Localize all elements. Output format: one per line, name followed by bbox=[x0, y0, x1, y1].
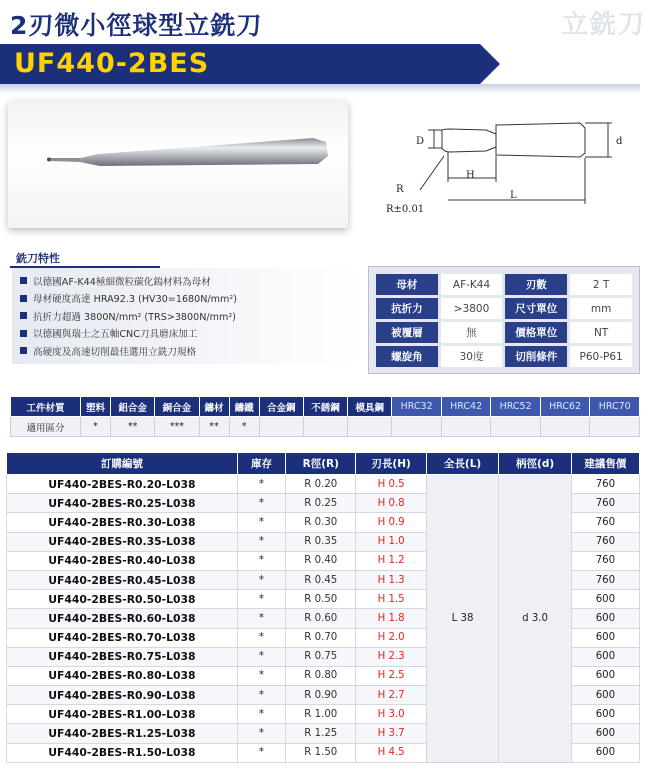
spec-value: P60-P61 bbox=[570, 346, 632, 367]
material-rating bbox=[259, 417, 303, 437]
spec-key: 螺旋角 bbox=[376, 346, 438, 367]
flute-length: H 3.0 bbox=[356, 705, 426, 724]
feature-text: 以德國AF-K44極細微粒碳化鎢材料為母材 bbox=[33, 276, 211, 288]
order-table bbox=[6, 452, 640, 763]
material-rating: *** bbox=[155, 417, 199, 437]
background-watermark-text: 立銑刀 bbox=[561, 10, 646, 40]
suggested-price: 600 bbox=[571, 666, 639, 685]
dimension-drawing bbox=[380, 100, 642, 230]
feature-text: 以德國與瑞士之五軸CNC刀具磨床加工 bbox=[33, 329, 198, 341]
suggested-price: 600 bbox=[571, 686, 639, 705]
order-code: UF440-2BES-R0.70-L038 bbox=[7, 628, 238, 647]
spec-key: 尺寸單位 bbox=[505, 298, 567, 319]
material-rating bbox=[348, 417, 392, 437]
feature-text: 抗折力超過 3800N/mm² (TRS>3800N/mm²) bbox=[33, 311, 236, 323]
stock-mark: * bbox=[237, 666, 285, 685]
material-rating: ** bbox=[111, 417, 155, 437]
banner-shadow bbox=[0, 84, 640, 94]
material-column-header: HRC42 bbox=[441, 397, 491, 417]
bullet-square-icon bbox=[20, 312, 27, 319]
feature-item bbox=[20, 342, 354, 360]
dim-label-H: H bbox=[466, 170, 475, 181]
order-code: UF440-2BES-R0.35-L038 bbox=[7, 532, 238, 551]
ball-radius: R 0.60 bbox=[286, 609, 356, 628]
spec-value: mm bbox=[570, 298, 632, 319]
spec-value: >3800 bbox=[441, 298, 503, 319]
material-column-header: 塑料 bbox=[81, 397, 111, 417]
spec-value: 2 T bbox=[570, 274, 632, 295]
spec-value: NT bbox=[570, 322, 632, 343]
order-code: UF440-2BES-R0.40-L038 bbox=[7, 551, 238, 570]
feature-item bbox=[20, 325, 354, 343]
order-column-header: 庫存 bbox=[237, 453, 285, 475]
ball-radius: R 0.45 bbox=[286, 570, 356, 589]
order-code: UF440-2BES-R0.80-L038 bbox=[7, 666, 238, 685]
feature-item bbox=[20, 290, 354, 308]
radius-tolerance: R±0.01 bbox=[386, 204, 425, 215]
material-header-label: 工件材質 bbox=[11, 397, 81, 417]
spec-panel bbox=[368, 266, 640, 374]
order-code: UF440-2BES-R0.75-L038 bbox=[7, 647, 238, 666]
material-column-header: 鑄材 bbox=[199, 397, 229, 417]
order-code: UF440-2BES-R0.25-L038 bbox=[7, 494, 238, 513]
order-code: UF440-2BES-R0.20-L038 bbox=[7, 475, 238, 494]
stock-mark: * bbox=[237, 475, 285, 494]
spec-key: 價格單位 bbox=[505, 322, 567, 343]
bullet-square-icon bbox=[20, 347, 27, 354]
ball-radius: R 1.25 bbox=[286, 724, 356, 743]
suggested-price: 760 bbox=[571, 570, 639, 589]
material-rating bbox=[491, 417, 541, 437]
order-code: UF440-2BES-R1.25-L038 bbox=[7, 724, 238, 743]
material-column-header: 不銹鋼 bbox=[303, 397, 347, 417]
spec-value: 30度 bbox=[441, 346, 503, 367]
feature-text: 高硬度及高速切削最佳選用立銑刀規格 bbox=[33, 346, 197, 358]
ball-radius: R 1.00 bbox=[286, 705, 356, 724]
bullet-square-icon bbox=[20, 277, 27, 284]
ball-radius: R 0.70 bbox=[286, 628, 356, 647]
flute-length: H 1.0 bbox=[356, 532, 426, 551]
flute-length: H 2.0 bbox=[356, 628, 426, 647]
material-column-header: HRC70 bbox=[590, 397, 640, 417]
spec-key: 被覆層 bbox=[376, 322, 438, 343]
ball-radius: R 0.40 bbox=[286, 551, 356, 570]
features-heading: 銑刀特性 bbox=[10, 250, 160, 268]
material-column-header: HRC32 bbox=[392, 397, 442, 417]
stock-mark: * bbox=[237, 570, 285, 589]
flute-length: H 0.8 bbox=[356, 494, 426, 513]
end-mill-image bbox=[8, 100, 348, 228]
spec-key: 切削條件 bbox=[505, 346, 567, 367]
suggested-price: 600 bbox=[571, 705, 639, 724]
suggested-price: 600 bbox=[571, 590, 639, 609]
order-code: UF440-2BES-R0.50-L038 bbox=[7, 590, 238, 609]
order-code: UF440-2BES-R1.00-L038 bbox=[7, 705, 238, 724]
ball-radius: R 0.90 bbox=[286, 686, 356, 705]
feature-text: 母材硬度高達 HRA92.3 (HV30=1680N/mm²) bbox=[33, 294, 237, 306]
flute-length: H 1.5 bbox=[356, 590, 426, 609]
stock-mark: * bbox=[237, 551, 285, 570]
order-code: UF440-2BES-R0.30-L038 bbox=[7, 513, 238, 532]
order-column-header: 全長(L) bbox=[426, 453, 499, 475]
suggested-price: 760 bbox=[571, 551, 639, 570]
flute-length: H 2.5 bbox=[356, 666, 426, 685]
overall-length: L 38 bbox=[426, 475, 499, 763]
spec-key: 刃數 bbox=[505, 274, 567, 295]
flute-length: H 1.3 bbox=[356, 570, 426, 589]
spec-key: 抗折力 bbox=[376, 298, 438, 319]
ball-radius: R 0.75 bbox=[286, 647, 356, 666]
material-column-header: 合金鋼 bbox=[259, 397, 303, 417]
stock-mark: * bbox=[237, 494, 285, 513]
ball-radius: R 0.35 bbox=[286, 532, 356, 551]
dim-label-D: D bbox=[416, 136, 425, 147]
material-column-header: 模具鋼 bbox=[348, 397, 392, 417]
suggested-price: 760 bbox=[571, 475, 639, 494]
ball-radius: R 0.30 bbox=[286, 513, 356, 532]
stock-mark: * bbox=[237, 590, 285, 609]
material-rating: ** bbox=[199, 417, 229, 437]
stock-mark: * bbox=[237, 532, 285, 551]
order-code: UF440-2BES-R0.60-L038 bbox=[7, 609, 238, 628]
material-rating bbox=[392, 417, 442, 437]
page-title: 2刃微小徑球型立銑刀 bbox=[10, 11, 263, 40]
shank-diameter: d 3.0 bbox=[499, 475, 572, 763]
material-column-header: HRC62 bbox=[540, 397, 590, 417]
stock-mark: * bbox=[237, 724, 285, 743]
flute-length: H 3.7 bbox=[356, 724, 426, 743]
stock-mark: * bbox=[237, 686, 285, 705]
spec-value: 無 bbox=[441, 322, 503, 343]
table-row bbox=[7, 475, 640, 494]
order-code: UF440-2BES-R1.50-L038 bbox=[7, 743, 238, 762]
suggested-price: 760 bbox=[571, 494, 639, 513]
feature-item bbox=[20, 272, 354, 290]
bullet-square-icon bbox=[20, 330, 27, 337]
product-photo bbox=[8, 100, 348, 228]
model-number: UF440-2BES bbox=[14, 48, 210, 79]
suggested-price: 760 bbox=[571, 513, 639, 532]
stock-mark: * bbox=[237, 647, 285, 666]
bullet-square-icon bbox=[20, 295, 27, 302]
suggested-price: 600 bbox=[571, 647, 639, 666]
dim-label-d: d bbox=[616, 136, 623, 147]
order-code: UF440-2BES-R0.45-L038 bbox=[7, 570, 238, 589]
flute-length: H 0.5 bbox=[356, 475, 426, 494]
material-rating bbox=[590, 417, 640, 437]
material-column-header: 銅合金 bbox=[155, 397, 199, 417]
material-rating: * bbox=[81, 417, 111, 437]
flute-length: H 0.9 bbox=[356, 513, 426, 532]
suggested-price: 600 bbox=[571, 724, 639, 743]
material-row-label: 適用區分 bbox=[11, 417, 81, 437]
order-column-header: 建議售價 bbox=[571, 453, 639, 475]
stock-mark: * bbox=[237, 513, 285, 532]
material-column-header: 鑄鐵 bbox=[229, 397, 259, 417]
dim-label-R: R bbox=[396, 184, 404, 195]
flute-length: H 4.5 bbox=[356, 743, 426, 762]
material-column-header: HRC52 bbox=[491, 397, 541, 417]
dim-label-L: L bbox=[510, 190, 517, 201]
material-rating bbox=[540, 417, 590, 437]
stock-mark: * bbox=[237, 743, 285, 762]
stock-mark: * bbox=[237, 609, 285, 628]
spec-key: 母材 bbox=[376, 274, 438, 295]
order-column-header: 刃長(H) bbox=[356, 453, 426, 475]
ball-radius: R 0.80 bbox=[286, 666, 356, 685]
spec-value: AF-K44 bbox=[441, 274, 503, 295]
stock-mark: * bbox=[237, 705, 285, 724]
suggested-price: 600 bbox=[571, 628, 639, 647]
ball-radius: R 0.50 bbox=[286, 590, 356, 609]
ball-radius: R 1.50 bbox=[286, 743, 356, 762]
suggested-price: 760 bbox=[571, 532, 639, 551]
material-column-header: 鋁合金 bbox=[111, 397, 155, 417]
material-table bbox=[10, 396, 640, 437]
order-code: UF440-2BES-R0.90-L038 bbox=[7, 686, 238, 705]
ball-radius: R 0.25 bbox=[286, 494, 356, 513]
flute-length: H 1.2 bbox=[356, 551, 426, 570]
suggested-price: 600 bbox=[571, 743, 639, 762]
flute-length: H 2.7 bbox=[356, 686, 426, 705]
ball-radius: R 0.20 bbox=[286, 475, 356, 494]
features-list bbox=[12, 268, 362, 364]
suggested-price: 600 bbox=[571, 609, 639, 628]
flute-length: H 2.3 bbox=[356, 647, 426, 666]
stock-mark: * bbox=[237, 628, 285, 647]
order-column-header: 訂購編號 bbox=[7, 453, 238, 475]
order-column-header: R徑(R) bbox=[286, 453, 356, 475]
flute-length: H 1.8 bbox=[356, 609, 426, 628]
material-rating bbox=[303, 417, 347, 437]
order-column-header: 柄徑(d) bbox=[499, 453, 572, 475]
feature-item bbox=[20, 307, 354, 325]
spec-table bbox=[373, 271, 635, 370]
material-rating bbox=[441, 417, 491, 437]
material-rating: * bbox=[229, 417, 259, 437]
